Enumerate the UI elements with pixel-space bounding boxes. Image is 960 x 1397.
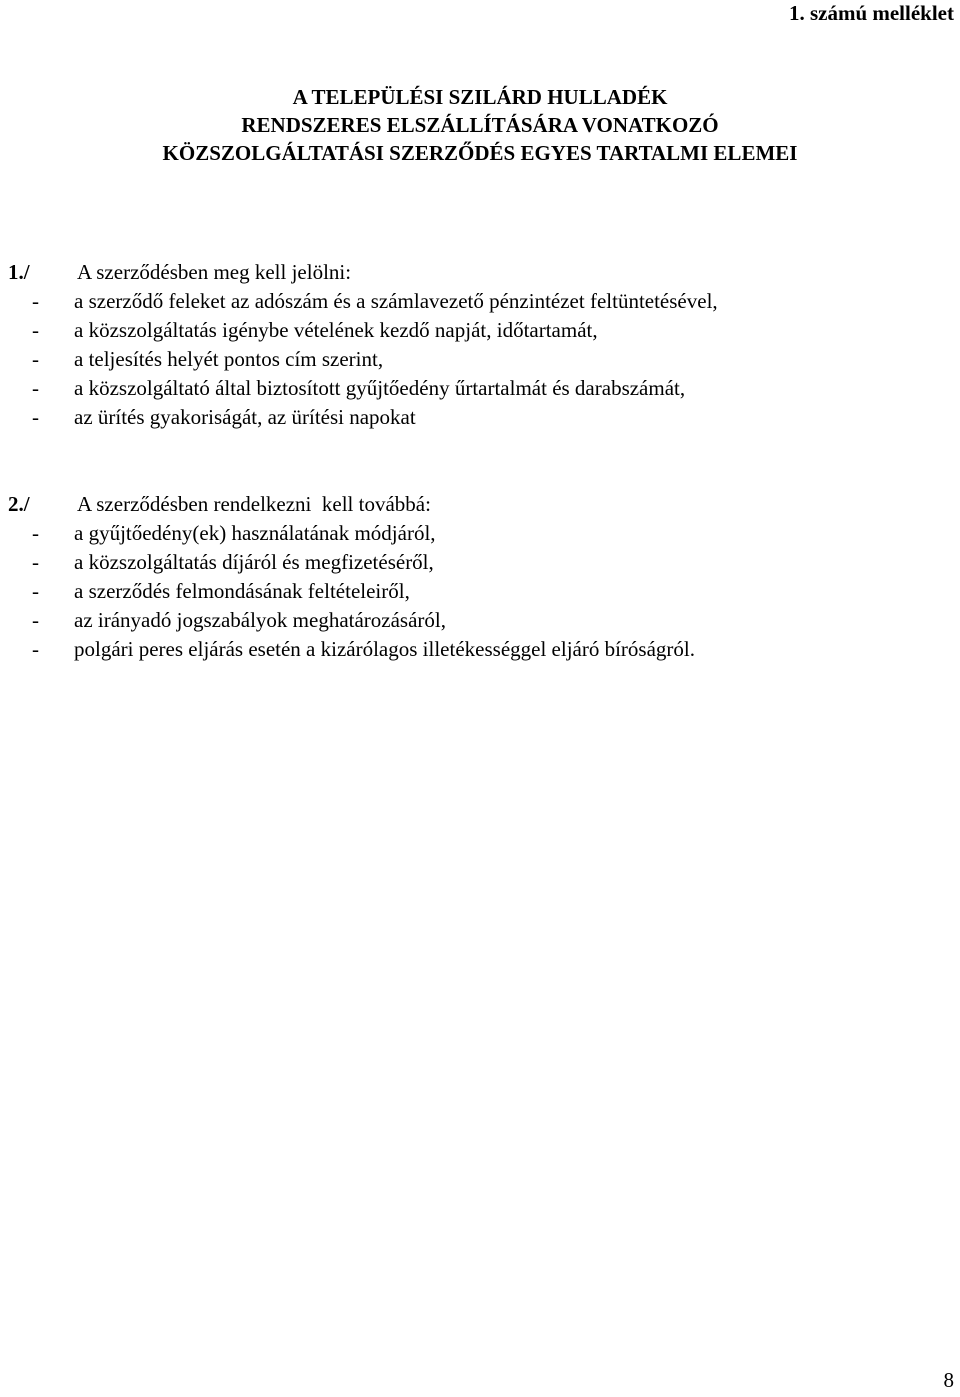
list-dash: - [32,608,39,632]
page-number: 8 [943,1368,954,1392]
list-item-text: a közszolgáltatás igénybe vételének kezdő napját, időtartamát, [74,318,598,342]
list-item [8,316,953,345]
list-dash: - [32,579,39,603]
list-dash: - [32,318,39,342]
list-item-text: a közszolgáltató által biztosított gyűjtőedény űrtartalmát és darabszámát, [74,376,686,400]
list-item-text: az irányadó jogszabályok meghatározásáról, [74,608,447,632]
list-item [8,403,953,432]
list-dash: - [32,637,39,661]
list-dash: - [32,521,39,545]
section-number: 1./ [8,260,30,284]
section-heading [8,258,953,287]
list-item-text: a közszolgáltatás díjáról és megfizetéséről, [74,550,434,574]
document-title [0,83,960,167]
list-item-text: az ürítés gyakoriságát, az ürítési napokat [74,405,416,429]
section-2 [8,490,953,664]
list-dash: - [32,550,39,574]
list-item-text: polgári peres eljárás esetén a kizárólagos illetékességgel eljáró bíróságról. [74,637,695,661]
title-line-3: KÖZSZOLGÁLTATÁSI SZERZŐDÉS EGYES TARTALMI ELEMEI [162,141,798,165]
list-dash: - [32,405,39,429]
list-item [8,577,953,606]
list-item [8,345,953,374]
list-item-text: a szerződés felmondásának feltételeiről, [74,579,410,603]
list-item [8,635,953,664]
section-heading-text: A szerződésben meg kell jelölni: [77,260,352,284]
annex-label: 1. számú melléklet [788,1,954,25]
list-item [8,606,953,635]
list-item [8,548,953,577]
list-item-text: a teljesítés helyét pontos cím szerint, [74,347,384,371]
section-1 [8,258,953,432]
list-item-text: a szerződő feleket az adószám és a számlavezető pénzintézet feltüntetésével, [74,289,718,313]
list-dash: - [32,347,39,371]
section-heading [8,490,953,519]
section-number: 2./ [8,492,30,516]
list-item [8,519,953,548]
list-dash: - [32,289,39,313]
list-item [8,287,953,316]
title-line-2: RENDSZERES ELSZÁLLÍTÁSÁRA VONATKOZÓ [241,113,719,137]
section-heading-text: A szerződésben rendelkezni kell továbbá: [77,492,431,516]
list-dash: - [32,376,39,400]
list-item [8,374,953,403]
list-item-text: a gyűjtőedény(ek) használatának módjáról, [74,521,436,545]
title-line-1: A TELEPÜLÉSI SZILÁRD HULLADÉK [292,85,668,109]
